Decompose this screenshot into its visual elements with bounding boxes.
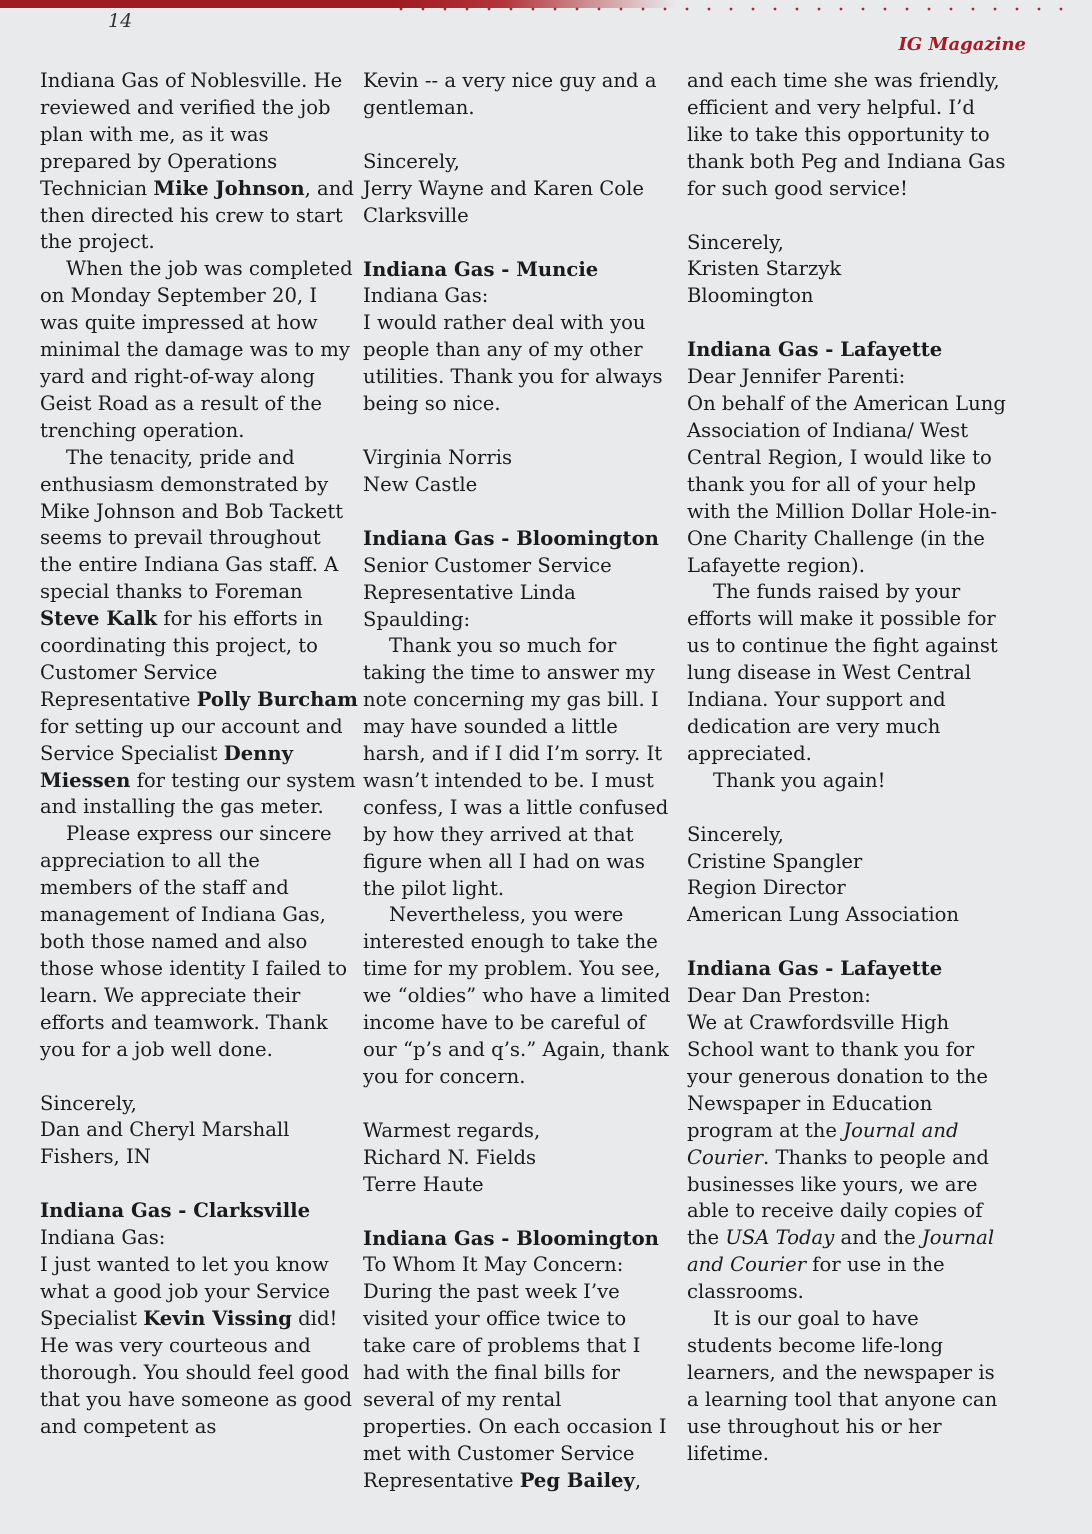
letter-paragraph: On behalf of the American Lung Association of Indiana/ West Central Region, I would like to thank you for all of your help with the Million Dollar Hole-in-One Charity Challenge (in the Lafayette region).	[687, 392, 1006, 577]
signoff-line: Sincerely,	[363, 149, 460, 173]
signer-name: Jerry Wayne and Karen Cole	[363, 176, 644, 200]
bold-name: Kevin Vissing	[143, 1306, 292, 1330]
bold-name: Polly Burcham	[196, 687, 358, 711]
letter-paragraph: I just wanted to let you know what a good job your Service Specialist Kevin Vissing did! He was very courteous and thorough. You should feel good that you have someone as good and competent as	[40, 1253, 353, 1438]
letter-paragraph: We at Crawfordsville High School want to thank you for your generous donation to the Newspaper in Education program at the Journal and Courier. Thanks to people and businesses like yours, we are able to receive daily copies of the USA Today and the Journal and Courier for use in the classrooms.	[687, 1011, 995, 1304]
letter-salutation: Dear Dan Preston:	[687, 984, 871, 1008]
bold-name: Steve Kalk	[40, 607, 158, 631]
signoff-line: Sincerely,	[687, 230, 784, 254]
column-3	[687, 68, 1007, 1468]
bold-name: Peg Bailey	[519, 1468, 635, 1492]
column-2	[363, 68, 675, 1495]
signer-organization: American Lung Association	[687, 903, 960, 927]
signer-location: New Castle	[363, 472, 478, 496]
signer-location: Clarksville	[363, 203, 469, 227]
letter-salutation: Indiana Gas:	[363, 284, 489, 308]
signer-name: Cristine Spangler	[687, 849, 863, 873]
letter-heading: Indiana Gas - Muncie	[363, 257, 599, 281]
signer-name: Virginia Norris	[363, 445, 513, 469]
letter-salutation: To Whom It May Concern:	[363, 1253, 624, 1277]
signoff-line: Sincerely,	[40, 1091, 137, 1115]
letter-paragraph: It is our goal to have students become life-long learners, and the newspaper is a learning tool that anyone can use throughout his or her lifetime.	[687, 1307, 998, 1465]
letter-heading: Indiana Gas - Bloomington	[363, 526, 659, 550]
letter-paragraph: Thank you so much for taking the time to answer my note concerning my gas bill. I may have sounded a little harsh, and if I did I’m sorry. It wasn’t intended to be. I must confess, I was a little confused by how they arrived at that figure when all I had on was the pilot light.	[363, 634, 669, 900]
letter-heading: Indiana Gas - Clarksville	[40, 1199, 311, 1223]
letter-paragraph: Indiana Gas of Noblesville. He reviewed and verified the job plan with me, as it was prepared by Operations Technician Mike Johnson, and then directed his crew to start the project.	[40, 69, 354, 254]
letter-paragraph: Thank you again!	[713, 768, 886, 792]
letter-paragraph: Please express our sincere appreciation to all the members of the staff and management of Indiana Gas, both those named and also those whose identity I failed to learn. We appreciate their efforts and teamwork. Thank you for a job well done.	[40, 822, 348, 1061]
letter-paragraph: During the past week I’ve visited your office twice to take care of problems that I had with the final bills for several of my rental properties. On each occasion I met with Customer Service Representative Peg Bailey,	[363, 1280, 667, 1492]
bold-name: Mike Johnson	[153, 176, 305, 200]
letter-paragraph: The tenacity, pride and enthusiasm demonstrated by Mike Johnson and Bob Tackett seems to prevail throughout the entire Indiana Gas staff. A special thanks to Foreman Steve Kalk for his efforts in coordinating this project, to Customer Service Representative Polly Burcham for setting up our account and Service Specialist Denny Miessen for testing our system and installing the gas meter.	[40, 445, 358, 819]
signer-title: Region Director	[687, 876, 846, 900]
letter-salutation: Dear Jennifer Parenti:	[687, 365, 906, 389]
letter-heading: Indiana Gas - Bloomington	[363, 1226, 659, 1250]
letter-salutation: Indiana Gas:	[40, 1226, 166, 1250]
magazine-title: IG Magazine	[898, 34, 1026, 55]
letter-salutation: Senior Customer Service Representative Linda Spaulding:	[363, 553, 612, 631]
signer-location: Bloomington	[687, 284, 814, 308]
signer-name: Richard N. Fields	[363, 1145, 537, 1169]
page-number: 14	[108, 10, 133, 32]
column-1	[40, 68, 358, 1440]
top-dotted-rule	[390, 6, 1080, 12]
signoff-line: Sincerely,	[687, 822, 784, 846]
signer-location: Terre Haute	[363, 1172, 484, 1196]
letter-paragraph: Nevertheless, you were interested enough to take the time for my problem. You see, we “oldies” who have a limited income have to be careful of our “p’s and q’s.” Again, thank you for concern.	[363, 903, 671, 1088]
letter-paragraph: and each time she was friendly, efficient and very helpful. I’d like to take this opportunity to thank both Peg and Indiana Gas for such good service!	[687, 69, 1006, 200]
italic-title: Journal and Courier	[687, 1118, 959, 1169]
letter-heading: Indiana Gas - Lafayette	[687, 957, 943, 981]
signer-name: Kristen Starzyk	[687, 257, 842, 281]
signer-name: Dan and Cheryl Marshall	[40, 1118, 290, 1142]
letter-paragraph: The funds raised by your efforts will make it possible for us to continue the fight against lung disease in West Central Indiana. Your support and dedication are very much appreciated.	[687, 580, 998, 765]
letter-heading: Indiana Gas - Lafayette	[687, 338, 943, 362]
bold-name: Denny Miessen	[40, 741, 294, 792]
italic-title: USA Today	[725, 1226, 835, 1250]
italic-title: Journal and Courier	[687, 1226, 995, 1277]
letter-paragraph: When the job was completed on Monday September 20, I was quite impressed at how minimal the damage was to my yard and right-of-way along Geist Road as a result of the trenching operation.	[40, 257, 353, 442]
signoff-line: Warmest regards,	[363, 1118, 541, 1142]
signer-location: Fishers, IN	[40, 1145, 151, 1169]
letter-paragraph: I would rather deal with you people than any of my other utilities. Thank you for always being so nice.	[363, 311, 663, 416]
letter-paragraph: Kevin -- a very nice guy and a gentleman.	[363, 69, 657, 119]
